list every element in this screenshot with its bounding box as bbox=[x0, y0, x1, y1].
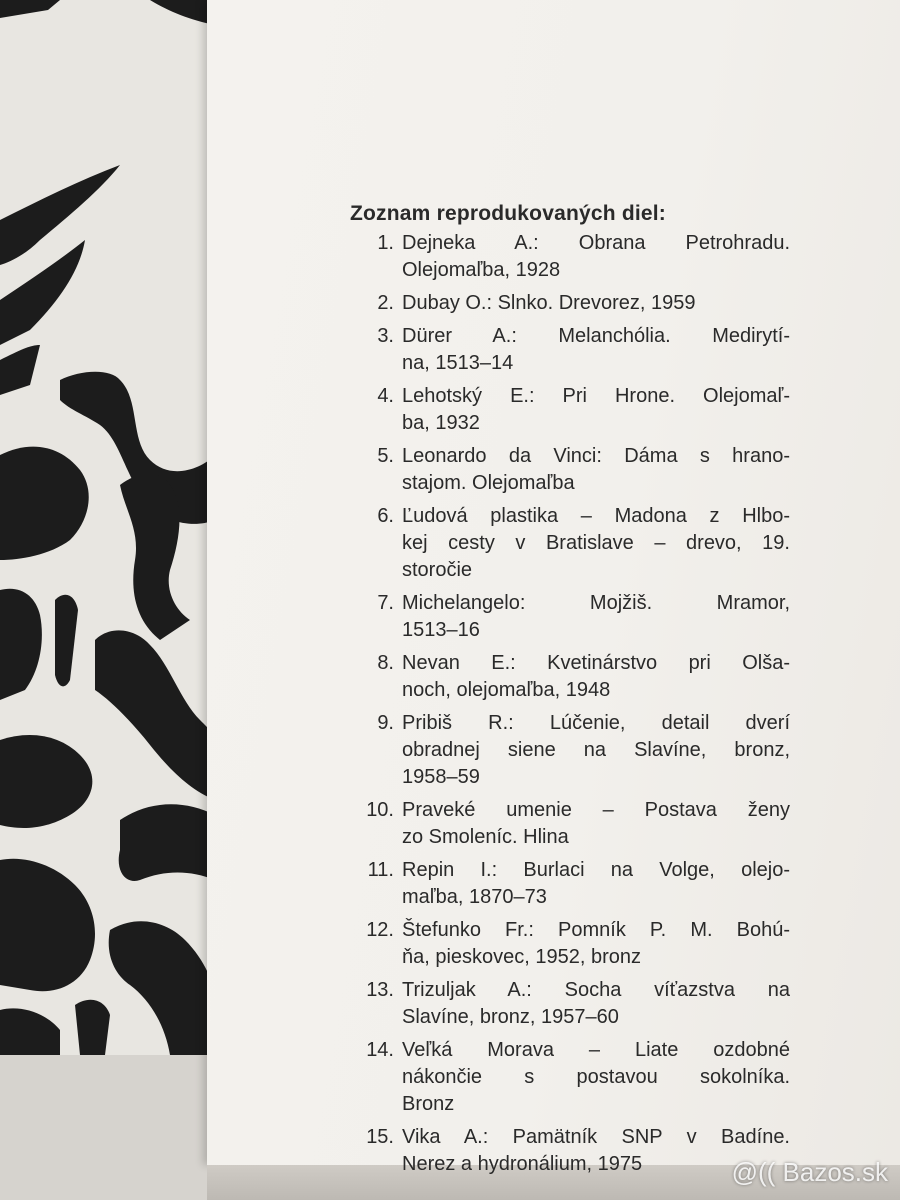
list-item bbox=[350, 230, 790, 284]
item-number: 5. bbox=[377, 445, 394, 467]
item-number: 13. bbox=[366, 979, 394, 1001]
item-line: Veľká Morava – Liate ozdobné bbox=[402, 1039, 790, 1061]
reproduced-works-list bbox=[350, 202, 790, 1184]
list-item bbox=[350, 650, 790, 704]
item-number: 14. bbox=[366, 1039, 394, 1061]
item-number: 6. bbox=[377, 505, 394, 527]
item-line: Olejomaľba, 1928 bbox=[402, 259, 561, 281]
item-text bbox=[402, 383, 790, 437]
item-line: 1958–59 bbox=[402, 766, 480, 788]
item-line: Nevan E.: Kvetinárstvo pri Olša- bbox=[402, 652, 790, 674]
item-number: 12. bbox=[366, 919, 394, 941]
item-line: nákončie s postavou sokolníka. bbox=[402, 1066, 790, 1088]
item-line: Bronz bbox=[402, 1093, 455, 1115]
list-item bbox=[350, 857, 790, 911]
item-number: 10. bbox=[366, 799, 394, 821]
list-item bbox=[350, 383, 790, 437]
list-heading: Zoznam reprodukovaných diel: bbox=[350, 202, 666, 225]
item-line: storočie bbox=[402, 559, 473, 581]
item-number: 15. bbox=[366, 1126, 394, 1148]
list-item bbox=[350, 797, 790, 851]
item-text bbox=[402, 590, 790, 644]
woodcut-print bbox=[0, 0, 215, 1200]
item-text bbox=[402, 917, 790, 971]
item-line: 1513–16 bbox=[402, 619, 480, 641]
item-line: Trizuljak A.: Socha víťazstva na bbox=[402, 979, 790, 1001]
item-text bbox=[402, 977, 790, 1031]
works-ordered-list bbox=[350, 230, 790, 1178]
item-line: Nerez a hydronálium, 1975 bbox=[402, 1153, 643, 1175]
woodcut-artwork bbox=[0, 0, 215, 1200]
item-line: Pribiš R.: Lúčenie, detail dverí bbox=[402, 712, 790, 734]
item-line: ba, 1932 bbox=[402, 412, 480, 434]
item-line: Lehotský E.: Pri Hrone. Olejomaľ- bbox=[402, 385, 790, 407]
item-line: Štefunko Fr.: Pomník P. M. Bohú- bbox=[402, 919, 790, 941]
item-line: na, 1513–14 bbox=[402, 352, 514, 374]
list-item bbox=[350, 290, 790, 317]
list-item bbox=[350, 443, 790, 497]
item-number: 8. bbox=[377, 652, 394, 674]
item-line: Slavíne, bronz, 1957–60 bbox=[402, 1006, 619, 1028]
item-number: 3. bbox=[377, 325, 394, 347]
item-line: Ľudová plastika – Madona z Hlbo- bbox=[402, 505, 790, 527]
item-line: Repin I.: Burlaci na Volge, olejo- bbox=[402, 859, 790, 881]
item-text bbox=[402, 290, 790, 317]
item-text bbox=[402, 323, 790, 377]
item-line: ňa, pieskovec, 1952, bronz bbox=[402, 946, 642, 968]
list-item bbox=[350, 590, 790, 644]
item-line: noch, olejomaľba, 1948 bbox=[402, 679, 611, 701]
item-text bbox=[402, 857, 790, 911]
item-number: 9. bbox=[377, 712, 394, 734]
watermark: @(( Bazos.sk bbox=[731, 1157, 888, 1187]
item-text bbox=[402, 503, 790, 584]
item-text bbox=[402, 1037, 790, 1118]
list-item bbox=[350, 917, 790, 971]
item-line: obradnej siene na Slavíne, bronz, bbox=[402, 739, 790, 761]
item-line: Dubay O.: Slnko. Drevorez, 1959 bbox=[402, 292, 696, 314]
item-number: 4. bbox=[377, 385, 394, 407]
item-text bbox=[402, 797, 790, 851]
item-number: 2. bbox=[377, 292, 394, 314]
item-line: Praveké umenie – Postava ženy bbox=[402, 799, 790, 821]
item-line: Dejneka A.: Obrana Petrohradu. bbox=[402, 232, 790, 254]
list-item bbox=[350, 1037, 790, 1118]
list-item bbox=[350, 977, 790, 1031]
list-item bbox=[350, 1124, 790, 1178]
item-number: 11. bbox=[367, 859, 394, 881]
list-item bbox=[350, 323, 790, 377]
item-number: 1. bbox=[377, 232, 394, 254]
item-text bbox=[402, 443, 790, 497]
item-line: Leonardo da Vinci: Dáma s hrano- bbox=[402, 445, 790, 467]
item-number: 7. bbox=[377, 592, 394, 614]
item-line: maľba, 1870–73 bbox=[402, 886, 547, 908]
list-item bbox=[350, 503, 790, 584]
item-line: zo Smoleníc. Hlina bbox=[402, 826, 569, 848]
item-line: stajom. Olejomaľba bbox=[402, 472, 575, 494]
item-line: Michelangelo: Mojžiš. Mramor, bbox=[402, 592, 790, 614]
item-line: Dürer A.: Melanchólia. Medirytí- bbox=[402, 325, 790, 347]
item-line: kej cesty v Bratislave – drevo, 19. bbox=[402, 532, 790, 554]
item-line: Vika A.: Pamätník SNP v Badíne. bbox=[402, 1126, 790, 1148]
list-item bbox=[350, 710, 790, 791]
item-text bbox=[402, 230, 790, 284]
item-text bbox=[402, 650, 790, 704]
item-text bbox=[402, 710, 790, 791]
